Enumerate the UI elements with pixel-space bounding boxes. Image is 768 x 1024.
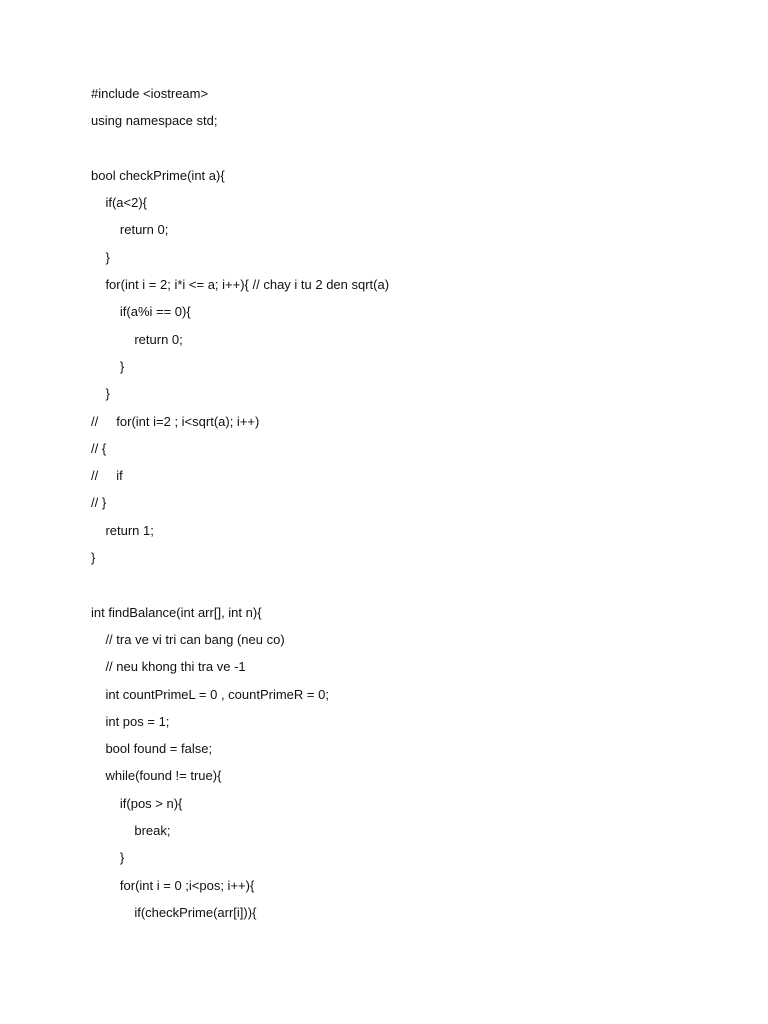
code-line: int findBalance(int arr[], int n){: [91, 604, 262, 620]
code-line: int pos = 1;: [91, 713, 170, 729]
code-line: bool found = false;: [91, 741, 213, 757]
code-line: [91, 575, 389, 602]
code-line: }: [91, 850, 125, 866]
code-line: }: [91, 358, 125, 374]
code-line: if(checkPrime(arr[i])){: [91, 904, 257, 920]
code-listing: [91, 84, 389, 930]
code-line: }: [91, 386, 110, 402]
code-line: bool checkPrime(int a){: [91, 167, 225, 183]
code-line: // if: [91, 468, 123, 484]
code-line: if(a%i == 0){: [91, 304, 191, 320]
code-line: while(found != true){: [91, 768, 222, 784]
code-line: // neu khong thi tra ve -1: [91, 659, 246, 675]
code-line: using namespace std;: [91, 113, 218, 129]
code-line: // }: [91, 495, 107, 511]
code-line: for(int i = 2; i*i <= a; i++){ // chay i tu 2 den sqrt(a): [91, 277, 390, 293]
code-line: return 0;: [91, 222, 169, 238]
code-line: #include <iostream>: [91, 86, 209, 101]
code-line: if(pos > n){: [91, 795, 183, 811]
code-line: // {: [91, 440, 107, 456]
code-line: // tra ve vi tri can bang (neu co): [91, 631, 285, 647]
code-line: }: [91, 249, 110, 265]
code-line: // for(int i=2 ; i<sqrt(a); i++): [91, 413, 260, 429]
code-line: int countPrimeL = 0 , countPrimeR = 0;: [91, 686, 329, 702]
code-line: if(a<2){: [91, 195, 147, 211]
code-line: return 1;: [91, 522, 154, 538]
code-line: }: [91, 550, 96, 566]
code-line: [91, 139, 389, 166]
code-line: break;: [91, 823, 171, 839]
code-line: for(int i = 0 ;i<pos; i++){: [91, 877, 255, 893]
code-line: return 0;: [91, 331, 183, 347]
